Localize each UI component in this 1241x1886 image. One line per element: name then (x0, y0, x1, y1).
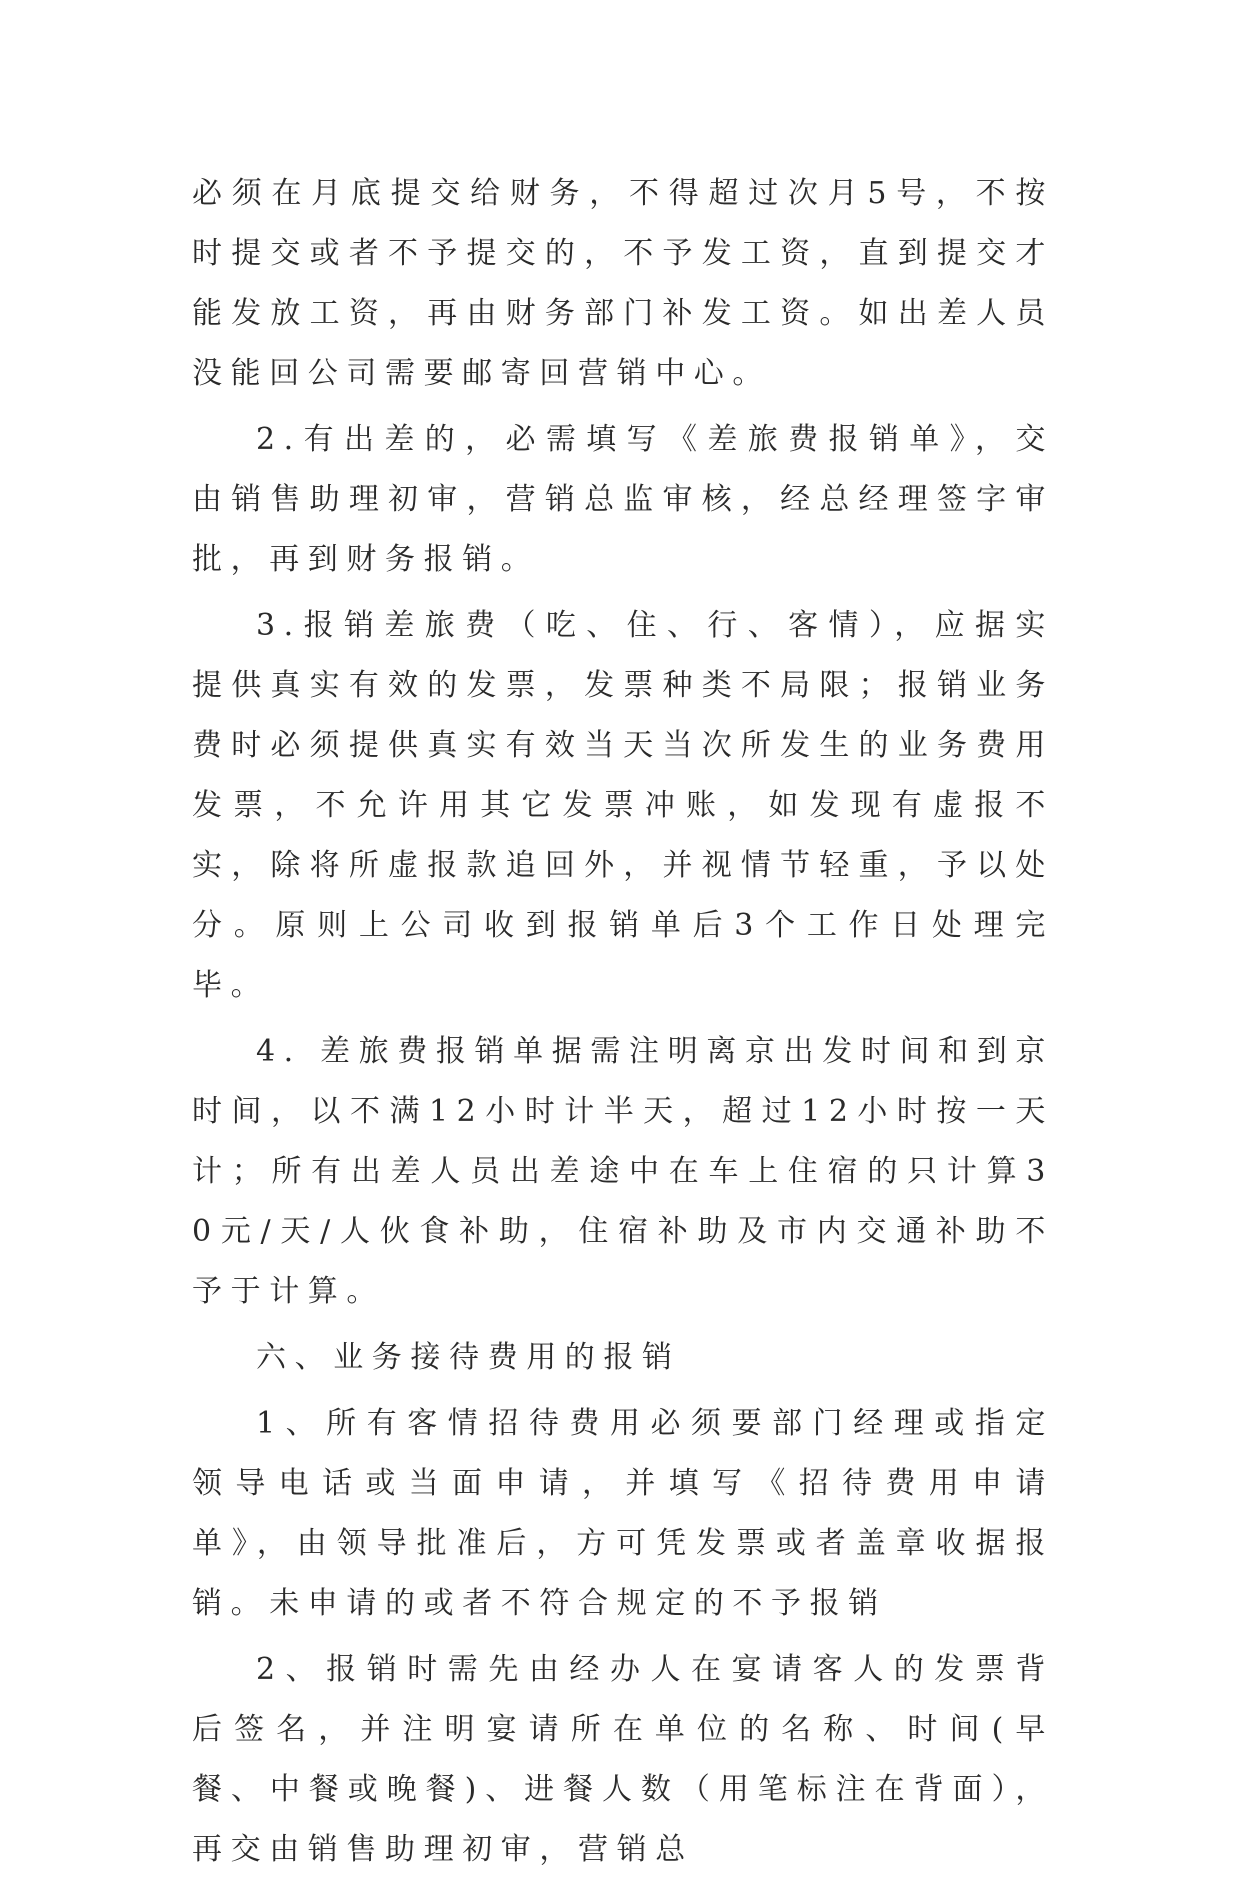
document-body (192, 164, 1054, 1886)
paragraph-continuation: 必须在月底提交给财务，不得超过次月5号，不按时提交或者不予提交的，不予发工资，直到提交才能发放工资，再由财务部门补发工资。如出差人员没能回公司需要邮寄回营销中心。 (192, 176, 1054, 391)
paragraph-hospitality-2: 2、报销时需先由经办人在宴请客人的发票背后签名，并注明宴请所在单位的名称、时间(早餐、中餐或晚餐)、进餐人数（用笔标注在背面），再交由销售助理初审，营销总 (192, 1652, 1054, 1867)
paragraph-item-3: 3.报销差旅费（吃、住、行、客情），应据实提供真实有效的发票，发票种类不局限；报销业务费时必须提供真实有效当天当次所发生的业务费用发票，不允许用其它发票冲账，如发现有虚报不实，除将所虚报款追回外，并视情节轻重，予以处分。原则上公司收到报销单后3个工作日处理完毕。 (192, 608, 1054, 1003)
paragraph-item-4: 4. 差旅费报销单据需注明离京出发时间和到京时间，以不满12小时计半天，超过12小时按一天计；所有出差人员出差途中在车上住宿的只计算30元/天/人伙食补助，住宿补助及市内交通补助不予于计算。 (192, 1034, 1054, 1309)
section-heading: 六、业务接待费用的报销 (256, 1340, 681, 1375)
paragraph-hospitality-1: 1、所有客情招待费用必须要部门经理或指定领导电话或当面申请，并填写《招待费用申请单》，由领导批准后，方可凭发票或者盖章收据报销。未申请的或者不符合规定的不予报销 (192, 1406, 1054, 1621)
paragraph-item-2: 2.有出差的，必需填写《差旅费报销单》，交由销售助理初审，营销总监审核，经总经理签字审批，再到财务报销。 (192, 422, 1054, 577)
